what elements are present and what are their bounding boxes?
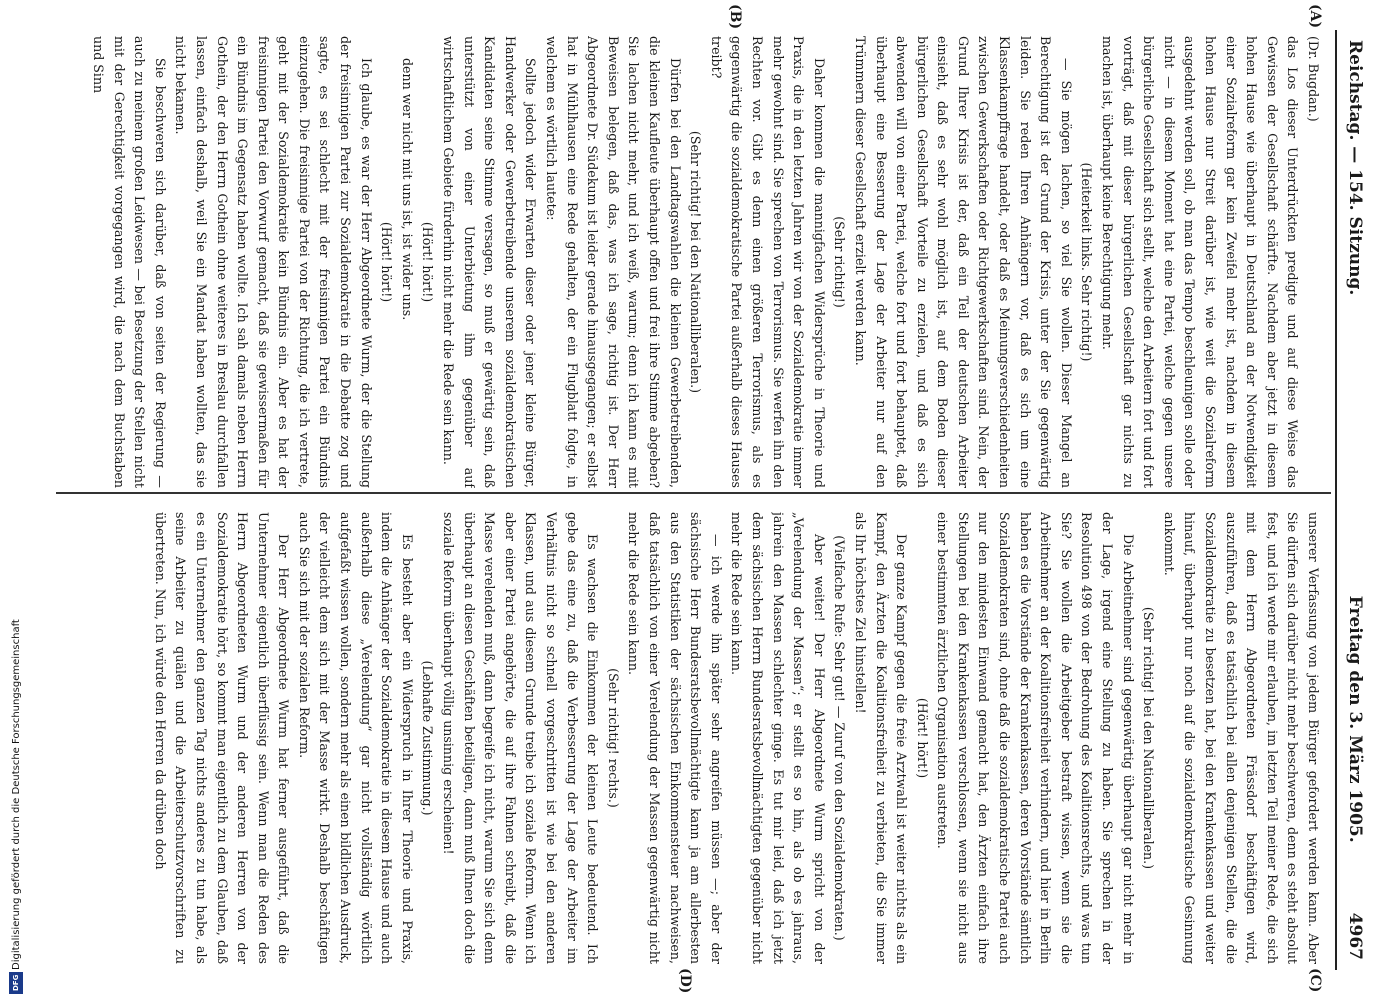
paragraph: Dürfen bei den Landtagswahlen die kleinen Gewerbetreibenden, die kleinen Kaufleute überhaupt offen und frei ihre Stimme abgeben? Sie lachen nicht mehr, und ich weiß, warum; denn ich kann es mit Beweisen belegen, daß das, was ich sage, richtig ist. Der Herr Abgeordnete Dr. Südekum ist leider gerade hinausgegangen; er selbst hat in Mühlhausen eine Rede gehalten, der ein Flugblatt folgte, in welchem es wörtlich lautete: [544, 36, 683, 488]
page-number: 4967 [1345, 912, 1365, 960]
paragraph: Ich glaube, es war der Herr Abgeordnete Wurm, der die Stellung der freisinnigen Partei zur Sozialdemokratie in die Debatte zog und sagte, es sei schlecht mit der freisinnigen Partei ein Bündnis einzugehen. Die freisinnige Partei von der Richtung, die ich vertrete, geht mit der Sozialdemokratie kein Bündnis ein. Aber es hat der freisinnigen Partei den Vorwurf gemacht, daß sie gewissermaßen für ein Bündnis im Gegensatz haben wollte. Ich sah damals neben Herrn Gothein, der den Herrn Gothein ohne weiteres in Breslau durchfallen lassen, einfach deshalb, weil Sie ein Mandat haben wollten, das sie nicht bekamen. [173, 36, 374, 488]
paragraph: (Sehr richtig! rechts.) [605, 668, 621, 808]
paragraph: — ich werde ihn später sehr angreifen müssen —; aber der sächsische Herr Bundesratsbevollmächtigte kann ja am allerbesten aus den Statistiken der sächsischen Einkommensteuer nachweisen, daß tatsächlich von einer Verelendung der Massen gegenwärtig nicht mehr die Rede sein kann. [626, 512, 724, 964]
paragraph: Der ganze Kampf gegen die freie Arztwahl ist weiter nichts als ein Kampf, den Ärzten die Koalitionsfreiheit zu verbieten, die Sie immer als Ihr höchstes Ziel hinstellen! [852, 512, 910, 964]
paragraph: (Hört! hört!) [420, 221, 436, 303]
digitization-credit [6, 0, 22, 1000]
paragraph: denn wer nicht mit uns ist, ist wider uns. [399, 58, 415, 321]
paragraph: (Sehr richtig! bei den Nationalliberalen.) [1141, 606, 1157, 870]
dfg-logo-icon: DFG [9, 972, 23, 994]
paragraph: (Heiterkeit links. Sehr richtig!) [1079, 162, 1095, 362]
header-date [1345, 596, 1365, 960]
paragraph: das Los dieser Unterdrückten predigte und auf diese Weise das Gewissen der Gesellschaft schärfte. Nachdem aber jetzt in diesem hohen Hause wie überhaupt in Deutschland an der Notwendigkeit einer Sozialreform gar kein Zweifel mehr ist, nachdem in diesem hohen Hause nur Streit darüber ist, wie weit die Sozialreform ausgedehnt werden soll, ob man das Tempo beschleunigen solle oder nicht — in diesem Moment hat eine Partei, welche gegen unsere bürgerliche Gesellschaft sich stellt, welche den Arbeitern fort und fort vorträgt, daß mit dieser bürgerlichen Gesellschaft gar nichts zu machen ist, überhaupt keine Berechtigung mehr. [1100, 36, 1301, 488]
paragraph: (Sehr richtig!) [832, 216, 848, 308]
header-rule [1335, 30, 1337, 970]
paragraph: Es wachsen die Einkommen der kleinen Leute bedeutend. Ich gebe das eine zu, daß die Verbesserung der Lage der Arbeiter im Verhältnis nicht so schnell vorgeschritten ist wie bei den anderen Klassen, und aus diesem Grunde treibe ich soziale Reform. Wenn ich aber einer Partei angehörte, die auf ihre Fahnen schreibt, daß die Masse verelenden muß, dann begreife ich nicht, warum Sie sich denn überhaupt an diesen Geschäften beteiligen, dann muß Ihnen doch die soziale Reform überhaupt völlig unsinnig erscheinen! [441, 512, 601, 964]
margin-marker-a: (A) [1307, 4, 1323, 29]
paragraph: unserer Verfassung von jedem Bürger gefordert werden kann. Aber Sie dürfen sich darüber nicht mehr beschweren, denn es steht absolut fest, und ich werde mir erlauben, im letzten Teil meiner Rede, die sich mit dem Herrn Abgeordneten Frässdorf beschäftigen wird, auszuführen, daß es tatsächlich bei allen denjenigen Stellen, die die Sozialdemokratie zu besetzen hat, bei den Krankenkassen und weiter hinauf, überhaupt nur noch auf die sozialdemokratische Gesinnung ankommt. [1161, 512, 1321, 964]
paragraph: Aber weiter! Der Herr Abgeordnete Wurm spricht von der „Verelendung der Massen“; er stellt es so hin, als ob es jahraus, jahrein den Massen schlechter ginge. Es tut mir leid, daß ich jetzt dem sächsischen Herrn Bundesratsbevollmächtigten gegenüber nicht mehr die Rede sein kann. [729, 512, 827, 964]
left-text-column [60, 36, 1323, 488]
paragraph: Die Arbeitnehmer sind gegenwärtig überhaupt gar nicht mehr in der Lage, irgend eine Stellung zu haben. Sie sprechen in der Resolution 498 von der Bedrohung des Koalitionsrechts, und was tun Sie? Sie wollen die Arbeitgeber bestraft wissen, wenn sie die Arbeitnehmer an der Koalitionsfreiheit verhindern, und hier in Berlin haben es die Vorstände der Krankenkassen, deren Vorstände sämtlich Sozialdemokraten sind, ohne daß die sozialdemokratische Partei auch nur den mindesten Einwand gemacht hat, den Ärzten einfach ihre Stellungen bei den Krankenkassen verschlossen, wenn sie nicht aus einer bestimmten ärztlichen Organisation austreten. [935, 512, 1136, 964]
paragraph: Es besteht aber ein Widerspruch in Ihrer Theorie und Praxis, indem die Anhänger der Sozialdemokratie in diesem Hause und auch außerhalb diese „Verelendung“ gar nicht vollständig wörtlich aufgefaßt wissen wollen, sondern mehr als einen bildlichen Ausdruck, der vielleicht dem sich mit der Masse wirkt. Deshalb beschäftigen auch Sie sich mit der sozialen Reform. [296, 512, 415, 964]
paragraph: (Lebhafte Zustimmung.) [420, 660, 436, 816]
right-text-column [60, 512, 1323, 964]
paragraph: Daher kommen die mannigfachen Widersprüche in Theorie und Praxis, die in den letzten Jahren wir von der Sozialdemokratie immer mehr gewohnt sind. Sie sprechen von Terrorismus. Sie werfen ihn den Rechten vor. Gibt es denn einen größeren Terrorismus, als es gegenwärtig die sozialdemokratische Partei außerhalb dieses Hauses treibt? [708, 36, 827, 488]
margin-marker-c: (C) [1307, 968, 1323, 993]
column-divider [56, 492, 1331, 494]
paragraph: Der Herr Abgeordnete Wurm hat ferner ausgeführt, daß die Unternehmer eigentlich überflüssig sein. Wenn man die Reden des Herrn Abgeordneten Wurm und der anderen Herren von der Sozialdemokratie hört, so kommt man eigentlich zu dem Glauben, daß es ein Unternehmer den ganzen Tag nichts anderes zu tun habe, als seine Arbeiter zu quälen und die Arbeiterschutzvorschriften zu übertreten. Nun, ich würde den Herren da drüben doch [152, 512, 292, 964]
header-date-text: Freitag den 3. März 1905. [1345, 595, 1365, 843]
credit-text: Digitalisierung gefördert durch die Deutsche Forschungsgemeinschaft [11, 619, 22, 970]
margin-marker-b: (B) [727, 4, 743, 30]
paragraph: (Vielfache Rufe: Sehr gut! — Zuruf von den Sozialdemokraten.) [832, 535, 848, 941]
paragraph: (Sehr richtig! bei den Nationalliberalen.) [688, 130, 704, 394]
paragraph: (Dr. Bugdan.) [1306, 36, 1321, 122]
paragraph: — Sie mögen lachen, so viel Sie wollen. Dieser Mangel an Berechtigung ist der Grund der Krisis, unter der Sie gegenwärtig leiden. Sie reden Ihren Anhängern vor, daß es sich um eine Klassenkampffrage handelt, oder daß es Meinungsverschiedenheiten zwischen Gewerkschaften oder Richtgewerkschaften sind. Nein, der Grund Ihrer Krisis ist der, daß ein Teil der deutschen Arbeiter einsieht, daß es sehr wohl möglich ist, auf dem Boden dieser bürgerlichen Gesellschaft Vorteile zu erzielen, und daß es sich abwenden will von einer Partei, welche fort und fort behauptet, daß überhaupt eine Besserung der Lage der Arbeiter nur auf den Trümmern dieser Gesellschaft erzielt werden kann. [852, 36, 1074, 488]
header-title: Reichstag. — 154. Sitzung. [1345, 40, 1365, 296]
paragraph: Sie beschweren sich darüber, daß von seiten der Regierung — auch zu meinem großen Leidwesen — bei Besetzung der Stellen nicht mit der Gerechtigkeit vorgegangen wird, die nach dem Buchstaben und Sinn [90, 36, 168, 488]
page-header [1339, 40, 1369, 960]
paragraph: (Hört! hört!) [914, 697, 930, 779]
paragraph: (Hört! hört!) [379, 221, 395, 303]
margin-marker-d: (D) [677, 968, 693, 994]
paragraph: Sollte jedoch wider Erwarten dieser oder jener kleine Bürger, Handwerker oder Gewerbetreibende unserem sozialdemokratischen Kandidaten seine Stimme versagen, so muß er gewärtig sein, daß unterstützt von einer Unterbietung ihm gegenüber auf wirtschaftlichem Gebiete fürderhin nicht mehr die Rede sein kann. [441, 36, 539, 488]
